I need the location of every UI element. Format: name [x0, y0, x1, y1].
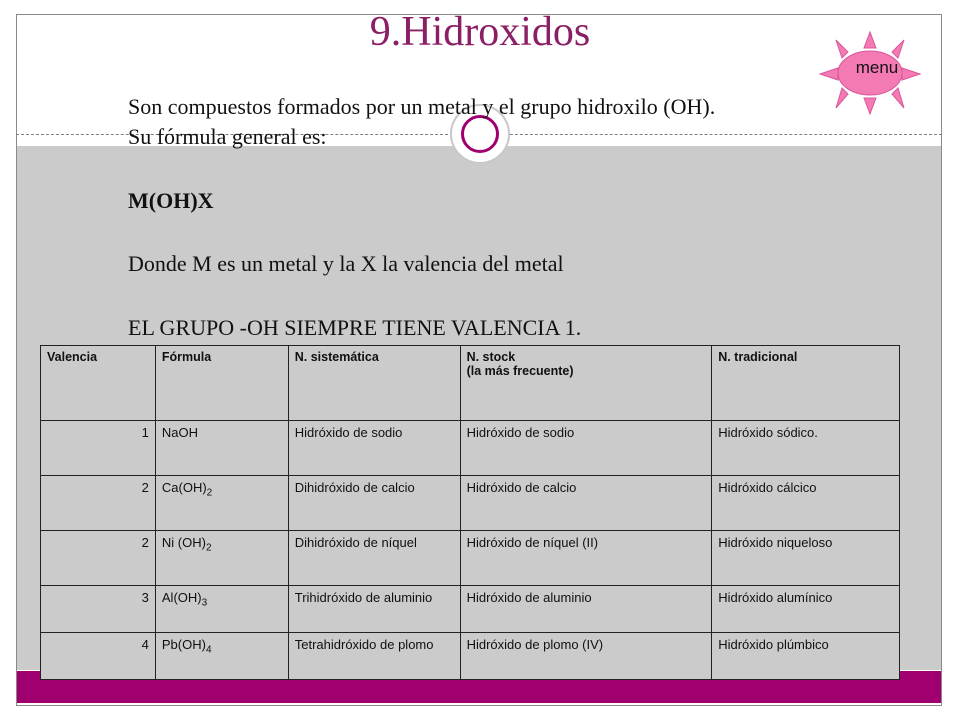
stock-cell: Hidróxido de sodio [460, 421, 712, 476]
table-header-row [41, 346, 900, 421]
slide-title: 9.Hidroxidos [369, 9, 591, 55]
col-header-sistematica: N. sistemática [288, 346, 460, 421]
formula-cell: Ni $(OH)_2$ [155, 531, 288, 586]
valencia-cell: 4 [41, 633, 156, 680]
valencia-cell: 2 [41, 531, 156, 586]
valencia-cell: 1 [41, 421, 156, 476]
col-header-tradicional: N. tradicional [712, 346, 900, 421]
tradicional-cell: Hidróxido niqueloso [712, 531, 900, 586]
general-formula-label: Su fórmula general es: [128, 124, 327, 149]
hydroxides-table [40, 345, 900, 680]
sistematica-cell: Dihidróxido de níquel [288, 531, 460, 586]
formula-cell: $Al(OH)_3$ [155, 586, 288, 633]
sistematica-cell: Tetrahidróxido de plomo [288, 633, 460, 680]
table-row [41, 633, 900, 680]
table-row [41, 421, 900, 476]
general-formula: M(OH)X [128, 188, 214, 213]
stock-cell: Hidróxido de aluminio [460, 586, 712, 633]
formula-cell: $Ca(OH)_2$ [155, 476, 288, 531]
formula-cell: NaOH [155, 421, 288, 476]
tradicional-cell: Hidróxido cálcico [712, 476, 900, 531]
valencia-cell: 3 [41, 586, 156, 633]
formula-cell: $Pb(OH)_4$ [155, 633, 288, 680]
tradicional-cell: Hidróxido plúmbico [712, 633, 900, 680]
sistematica-cell: Hidróxido de sodio [288, 421, 460, 476]
intro-text: Son compuestos formados por un metal y el grupo hidroxilo (OH). [128, 94, 716, 119]
table-row [41, 531, 900, 586]
valence-rule: EL GRUPO -OH SIEMPRE TIENE VALENCIA 1. [128, 315, 582, 340]
col-header-stock: N. stock (la más frecuente) [460, 346, 712, 421]
tradicional-cell: Hidróxido sódico. [712, 421, 900, 476]
stock-cell: Hidróxido de calcio [460, 476, 712, 531]
valencia-cell: 2 [41, 476, 156, 531]
stock-cell: Hidróxido de plomo (IV) [460, 633, 712, 680]
sistematica-cell: Trihidróxido de aluminio [288, 586, 460, 633]
table-row [41, 476, 900, 531]
table-row [41, 586, 900, 633]
col-header-formula: Fórmula [155, 346, 288, 421]
tradicional-cell: Hidróxido alumínico [712, 586, 900, 633]
definition-text: Donde M es un metal y la X la valencia del metal [128, 251, 564, 276]
stock-cell: Hidróxido de níquel (II) [460, 531, 712, 586]
menu-label[interactable]: menu [855, 58, 899, 77]
sistematica-cell: Dihidróxido de calcio [288, 476, 460, 531]
col-header-valencia: Valencia [41, 346, 156, 421]
